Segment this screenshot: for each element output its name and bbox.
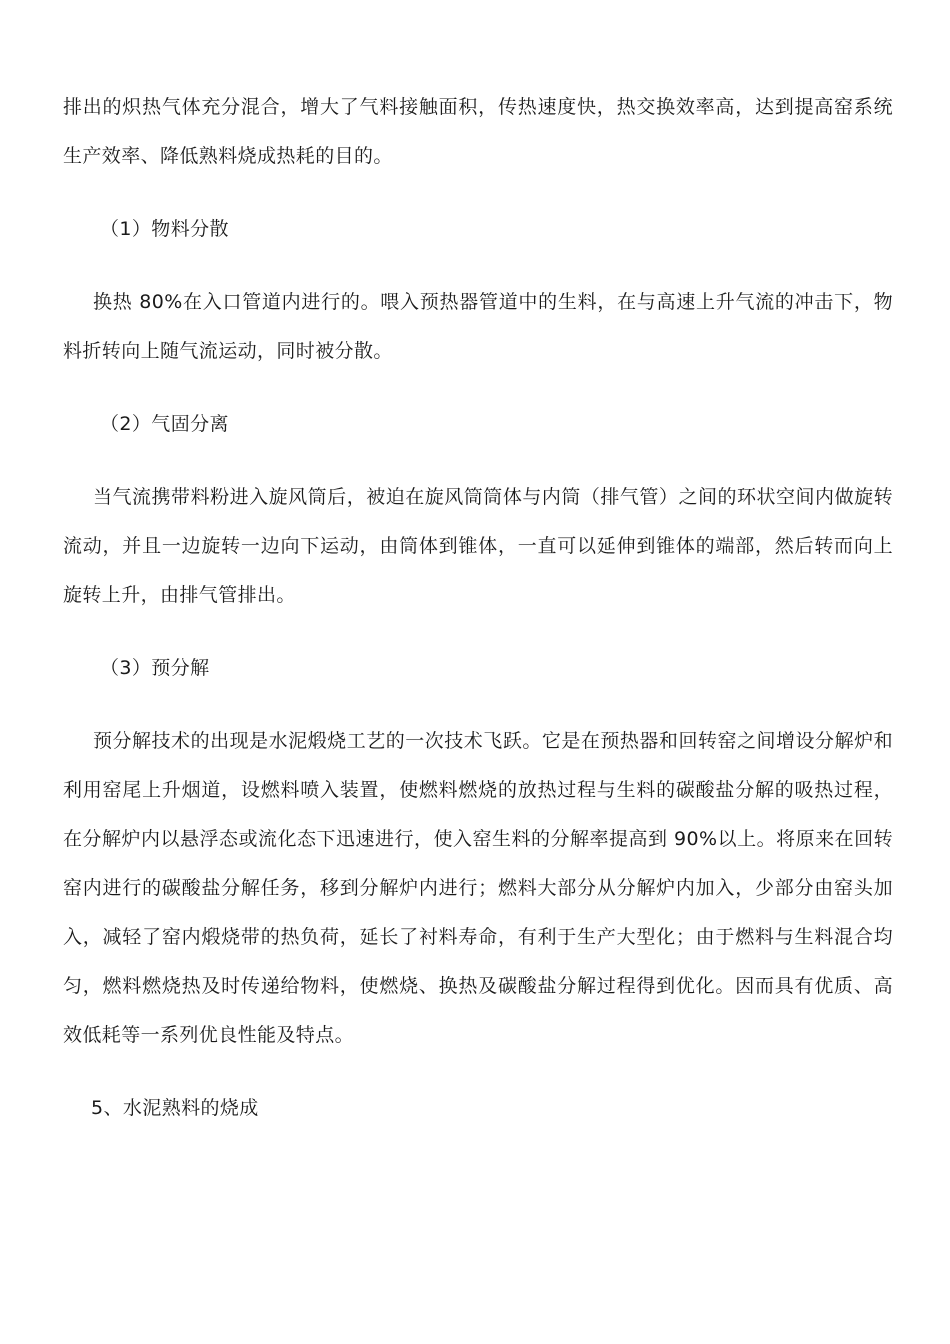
heading-material-dispersion: （1）物料分散 <box>100 218 229 240</box>
paragraph-material-dispersion: 换热 80%在入口管道内进行的。喂入预热器管道中的生料，在与高速上升气流的冲击下，物料折转向上随气流运动，同时被分散。 <box>63 291 893 362</box>
heading-gas-solid-separation: （2）气固分离 <box>100 413 229 435</box>
document-page <box>63 83 893 1133</box>
paragraph-gas-solid-separation: 当气流携带料粉进入旋风筒后，被迫在旋风筒筒体与内筒（排气管）之间的环状空间内做旋转流动，并且一边旋转一边向下运动，由筒体到锥体，一直可以延伸到锥体的端部，然后转而向上旋转上升，由排气管排出。 <box>63 486 893 606</box>
heading-precalcination: （3）预分解 <box>100 657 210 679</box>
heading-clinker-burning: 5、水泥熟料的烧成 <box>91 1097 259 1119</box>
intro-paragraph: 排出的炽热气体充分混合，增大了气料接触面积，传热速度快，热交换效率高，达到提高窑系统生产效率、降低熟料烧成热耗的目的。 <box>63 96 893 167</box>
paragraph-precalcination: 预分解技术的出现是水泥煅烧工艺的一次技术飞跃。它是在预热器和回转窑之间增设分解炉和利用窑尾上升烟道，设燃料喷入装置，使燃料燃烧的放热过程与生料的碳酸盐分解的吸热过程，在分解炉内以悬浮态或流化态下迅速进行，使入窑生料的分解率提高到 90%以上。将原来在回转窑内进行的碳酸盐分解任务，移到分解炉内进行；燃料大部分从分解炉内加入，少部分由窑头加入，减轻了窑内煅烧带的热负荷，延长了衬料寿命，有利于生产大型化；由于燃料与生料混合均匀，燃料燃烧热及时传递给物料，使燃烧、换热及碳酸盐分解过程得到优化。因而具有优质、高效低耗等一系列优良性能及特点。 <box>63 730 893 1046</box>
